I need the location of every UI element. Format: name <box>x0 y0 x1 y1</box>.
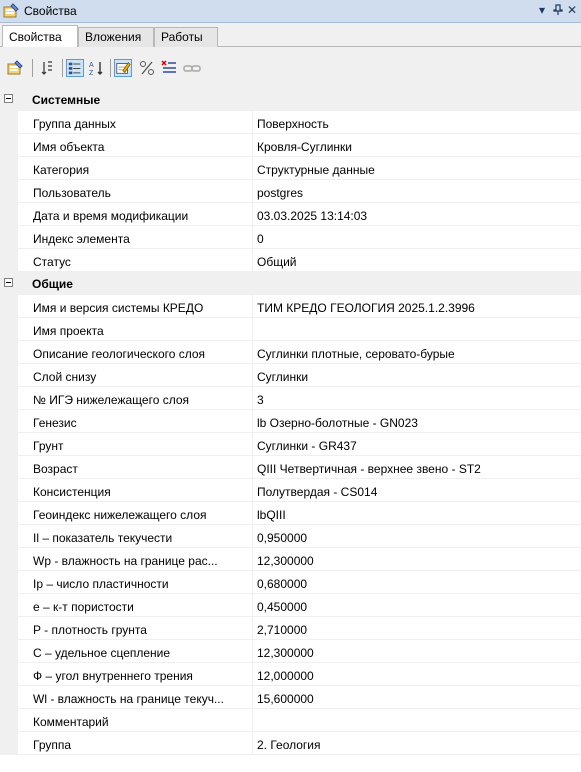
row-gutter <box>0 341 18 364</box>
property-value[interactable]: QIII Четвертичная - верхнее звено - ST2 <box>253 456 581 479</box>
property-name: Категория <box>18 157 253 180</box>
property-value[interactable]: 12,300000 <box>253 548 581 571</box>
property-row[interactable] <box>0 387 581 410</box>
property-row[interactable] <box>0 709 581 732</box>
property-name: Дата и время модификации <box>18 203 253 226</box>
property-row[interactable] <box>0 157 581 180</box>
row-gutter <box>0 295 18 318</box>
close-icon[interactable]: ✕ <box>567 3 578 17</box>
property-value[interactable]: Суглинки - GR437 <box>253 433 581 456</box>
property-name: Консистенция <box>18 479 253 502</box>
property-row[interactable] <box>0 732 581 755</box>
property-name: Wp - влажность на границе рас... <box>18 548 253 571</box>
property-value[interactable]: postgres <box>253 180 581 203</box>
property-row[interactable] <box>0 249 581 272</box>
property-value[interactable]: Структурные данные <box>253 157 581 180</box>
edit-properties-icon[interactable] <box>114 59 132 77</box>
property-row[interactable] <box>0 594 581 617</box>
property-value[interactable]: Общий <box>253 249 581 272</box>
property-row[interactable] <box>0 295 581 318</box>
property-row[interactable] <box>0 548 581 571</box>
row-gutter <box>0 571 18 594</box>
row-gutter <box>0 387 18 410</box>
property-name: P - плотность грунта <box>18 617 253 640</box>
collapse-toggle-icon[interactable] <box>4 94 13 103</box>
property-value[interactable]: 0,950000 <box>253 525 581 548</box>
row-gutter <box>0 640 18 663</box>
property-grid <box>0 88 581 772</box>
row-gutter <box>0 203 18 226</box>
property-row[interactable] <box>0 663 581 686</box>
property-name: Комментарий <box>18 709 253 732</box>
property-value[interactable]: ТИМ КРЕДО ГЕОЛОГИЯ 2025.1.2.3996 <box>253 295 581 318</box>
property-name: № ИГЭ нижележащего слоя <box>18 387 253 410</box>
row-gutter <box>0 525 18 548</box>
property-value[interactable]: 0,680000 <box>253 571 581 594</box>
tab-works[interactable]: Работы <box>154 27 218 47</box>
row-gutter <box>0 410 18 433</box>
row-gutter <box>0 111 18 134</box>
link-disabled-icon <box>183 59 201 77</box>
property-row[interactable] <box>0 571 581 594</box>
row-gutter <box>0 502 18 525</box>
property-value[interactable] <box>253 709 581 732</box>
pin-icon[interactable] <box>553 2 563 20</box>
row-gutter <box>0 732 18 755</box>
row-gutter <box>0 456 18 479</box>
row-gutter <box>0 433 18 456</box>
row-gutter <box>0 364 18 387</box>
property-name: Wl - влажность на границе текуч... <box>18 686 253 709</box>
property-name: C – удельное сцепление <box>18 640 253 663</box>
property-value[interactable]: 15,600000 <box>253 686 581 709</box>
property-value[interactable]: Суглинки <box>253 364 581 387</box>
percent-format-icon[interactable] <box>138 59 156 77</box>
row-gutter <box>0 686 18 709</box>
row-gutter <box>0 479 18 502</box>
row-gutter <box>0 617 18 640</box>
property-name: Имя и версия системы КРЕДО <box>18 295 253 318</box>
property-value[interactable]: Суглинки плотные, серовато-бурые <box>253 341 581 364</box>
property-name: Пользователь <box>18 180 253 203</box>
category-label: Системные <box>32 93 101 107</box>
property-row[interactable] <box>0 686 581 709</box>
property-name: Возраст <box>18 456 253 479</box>
property-row[interactable] <box>0 226 581 249</box>
property-value[interactable]: 3 <box>253 387 581 410</box>
property-value[interactable]: 03.03.2025 13:14:03 <box>253 203 581 226</box>
property-row[interactable] <box>0 180 581 203</box>
property-row[interactable] <box>0 364 581 387</box>
property-name: Il – показатель текучести <box>18 525 253 548</box>
property-row[interactable] <box>0 502 581 525</box>
property-pages-icon[interactable] <box>6 59 24 77</box>
property-row[interactable] <box>0 617 581 640</box>
row-gutter <box>0 134 18 157</box>
property-row[interactable] <box>0 203 581 226</box>
property-row[interactable] <box>0 410 581 433</box>
categorized-view-icon[interactable] <box>66 59 84 77</box>
property-value[interactable]: lb Озерно-болотные - GN023 <box>253 410 581 433</box>
delete-list-icon[interactable] <box>160 59 178 77</box>
property-row[interactable] <box>0 111 581 134</box>
tab-strip <box>0 23 581 47</box>
property-value[interactable]: 12,000000 <box>253 663 581 686</box>
property-value[interactable]: 0,450000 <box>253 594 581 617</box>
svg-text:A: A <box>89 62 94 69</box>
property-value[interactable]: Полутвердая - CS014 <box>253 479 581 502</box>
property-row[interactable] <box>0 525 581 548</box>
window-title: Свойства <box>24 4 77 18</box>
row-gutter <box>0 180 18 203</box>
toolbar-separator <box>32 59 33 77</box>
row-gutter <box>0 249 18 272</box>
property-name: Грунт <box>18 433 253 456</box>
property-value[interactable]: Поверхность <box>253 111 581 134</box>
property-value[interactable]: 12,300000 <box>253 640 581 663</box>
tab-attachments[interactable]: Вложения <box>78 27 154 47</box>
collapse-toggle-icon[interactable] <box>4 278 13 287</box>
property-value[interactable]: Кровля-Суглинки <box>253 134 581 157</box>
toolbar-separator <box>62 59 63 77</box>
category-row-system[interactable] <box>0 88 581 111</box>
property-name: Генезис <box>18 410 253 433</box>
property-name: e – к-т пористости <box>18 594 253 617</box>
property-name: Геоиндекс нижележащего слоя <box>18 502 253 525</box>
tab-properties[interactable]: Свойства <box>2 25 78 47</box>
property-name: Группа данных <box>18 111 253 134</box>
sort-indicator-icon[interactable] <box>38 59 56 77</box>
property-name: Описание геологического слоя <box>18 341 253 364</box>
property-row[interactable] <box>0 456 581 479</box>
row-gutter <box>0 663 18 686</box>
property-name: Индекс элемента <box>18 226 253 249</box>
property-name: Ip – число пластичности <box>18 571 253 594</box>
property-row[interactable] <box>0 341 581 364</box>
property-name: Имя проекта <box>18 318 253 341</box>
property-name: Группа <box>18 732 253 755</box>
properties-window-icon <box>3 3 19 19</box>
category-background <box>0 272 581 295</box>
row-gutter <box>0 318 18 341</box>
toolbar-separator <box>110 59 111 77</box>
property-name: Ф – угол внутреннего трения <box>18 663 253 686</box>
window-titlebar <box>0 0 581 23</box>
category-label: Общие <box>32 277 73 291</box>
property-row[interactable] <box>0 479 581 502</box>
property-value[interactable]: lbQIII <box>253 502 581 525</box>
property-row[interactable] <box>0 134 581 157</box>
property-name: Имя объекта <box>18 134 253 157</box>
row-gutter <box>0 157 18 180</box>
property-value[interactable]: 2,710000 <box>253 617 581 640</box>
property-row[interactable] <box>0 318 581 341</box>
property-name: Слой снизу <box>18 364 253 387</box>
row-gutter <box>0 548 18 571</box>
property-row[interactable] <box>0 640 581 663</box>
row-gutter <box>0 594 18 617</box>
property-value[interactable]: 2. Геология <box>253 732 581 755</box>
property-value[interactable] <box>253 318 581 341</box>
property-value[interactable]: 0 <box>253 226 581 249</box>
window-menu-chevron-icon[interactable]: ▾ <box>539 3 546 17</box>
category-row-general[interactable] <box>0 272 581 295</box>
property-name: Статус <box>18 249 253 272</box>
svg-text:Z: Z <box>89 70 94 77</box>
alphabetical-sort-icon[interactable] <box>88 59 106 77</box>
row-gutter <box>0 226 18 249</box>
row-gutter <box>0 709 18 732</box>
property-row[interactable] <box>0 433 581 456</box>
